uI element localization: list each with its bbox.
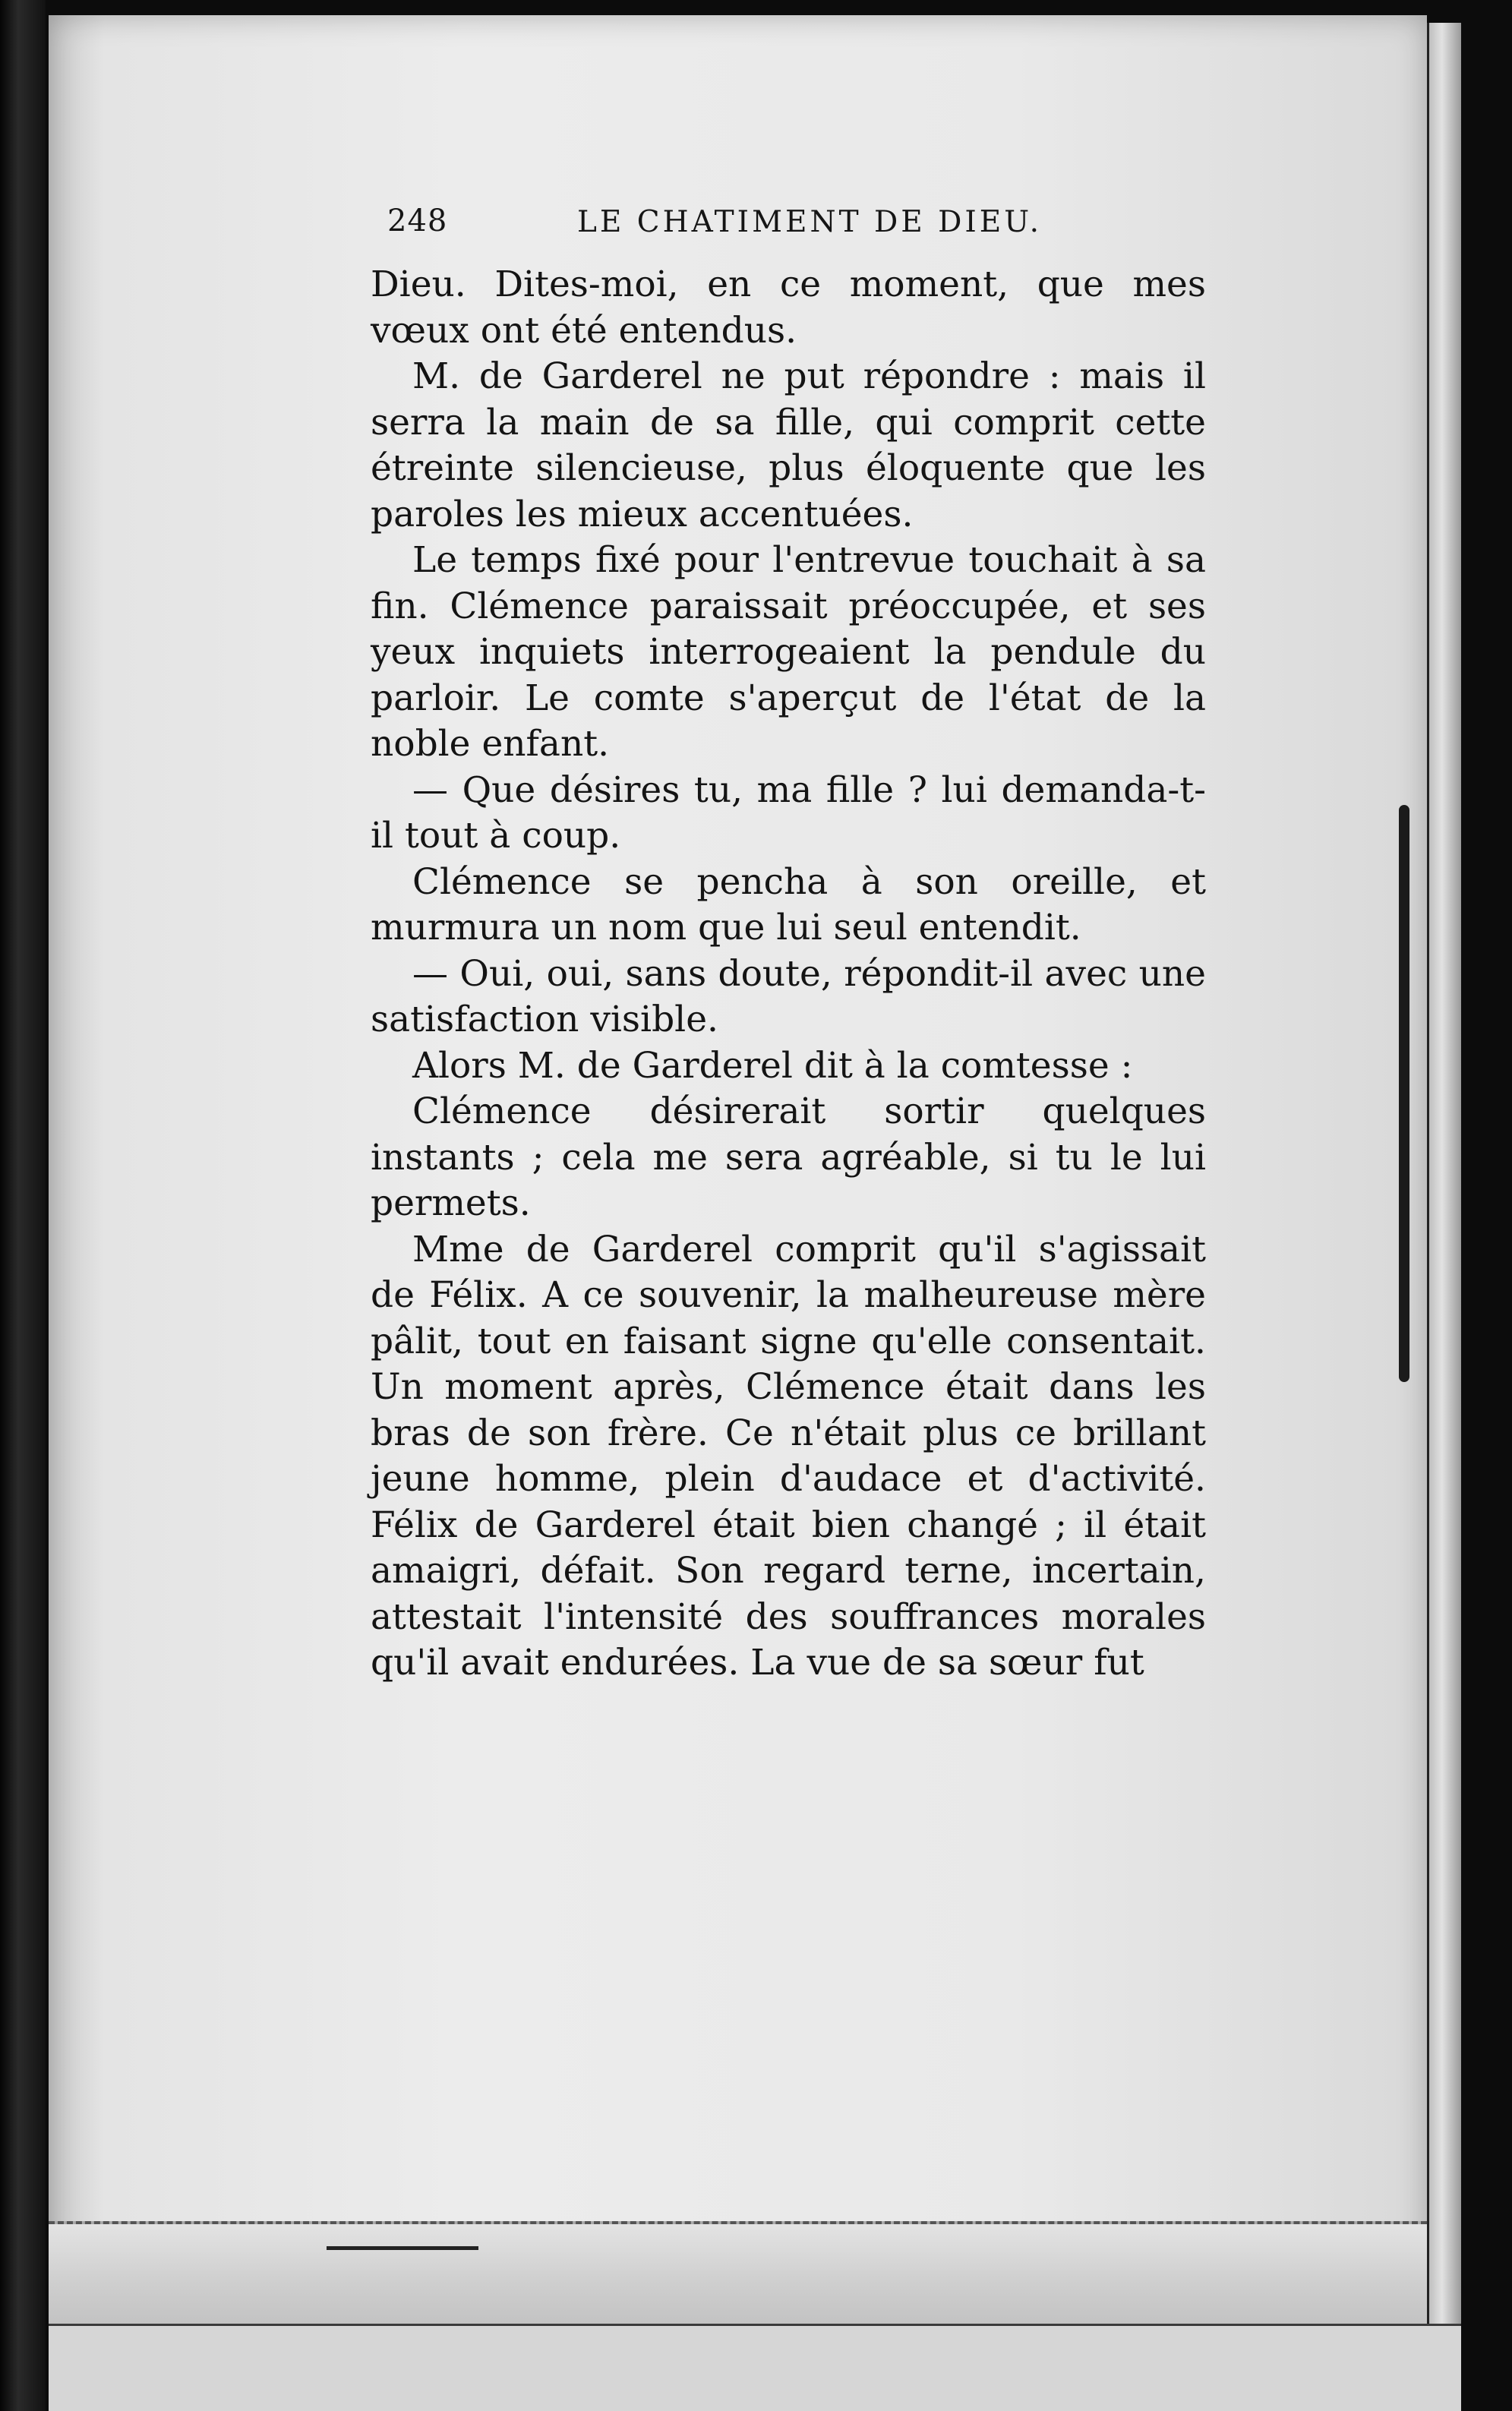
paragraph: Clémence se pencha à son oreille, et murmura un nom que lui seul entendit. [371,860,1206,948]
running-title: LE CHATIMENT DE DIEU. [577,205,1042,239]
paragraph: Clémence désirerait sortir quelques instants ; cela me sera agréable, si tu le lui permets. [371,1090,1206,1224]
paragraph: — Que désires tu, ma fille ? lui demanda-t-il tout à coup. [371,768,1206,857]
page-fold [49,2324,1461,2411]
scratch-mark [327,2246,478,2250]
page-edge [1427,23,1461,2377]
paragraph: — Oui, oui, sans doute, répondit-il avec une satisfaction visible. [371,952,1206,1040]
page-number: 248 [387,204,448,238]
running-head [376,204,1432,249]
paragraph: Dieu. Dites-moi, en ce moment, que mes vœux ont été entendus. [371,264,1206,352]
bookmark-ribbon [1399,805,1409,1382]
body-text [371,262,1206,1687]
paragraph: M. de Garderel ne put répondre : mais il serra la main de sa fille, qui comprit cette étreinte silencieuse, plus éloquente que les paroles les mieux accentuées. [371,355,1206,535]
paragraph: Mme de Garderel comprit qu'il s'agissait de Félix. A ce souvenir, la malheureuse mère pâlit, tout en faisant signe qu'elle consentait. Un moment après, Clémence était dans les bras de son frère. Ce n'était plus ce brillant jeune homme, plein d'audace et d'activité. Félix de Garderel était bien changé ; il était amaigri, défait. Son regard terne, incertain, attestait l'intensité des souffrances morales qu'il avait endurées. La vue de sa sœur fut [371,1228,1206,1684]
paragraph: Le temps fixé pour l'entrevue touchait à sa fin. Clémence paraissait préoccupée, et ses yeux inquiets interrogeaient la pendule du parloir. Le comte s'aperçut de l'état de la noble enfant. [371,539,1206,765]
paragraph: Alors M. de Garderel dit à la comtesse : [412,1044,1133,1087]
book-spine [0,0,46,2411]
